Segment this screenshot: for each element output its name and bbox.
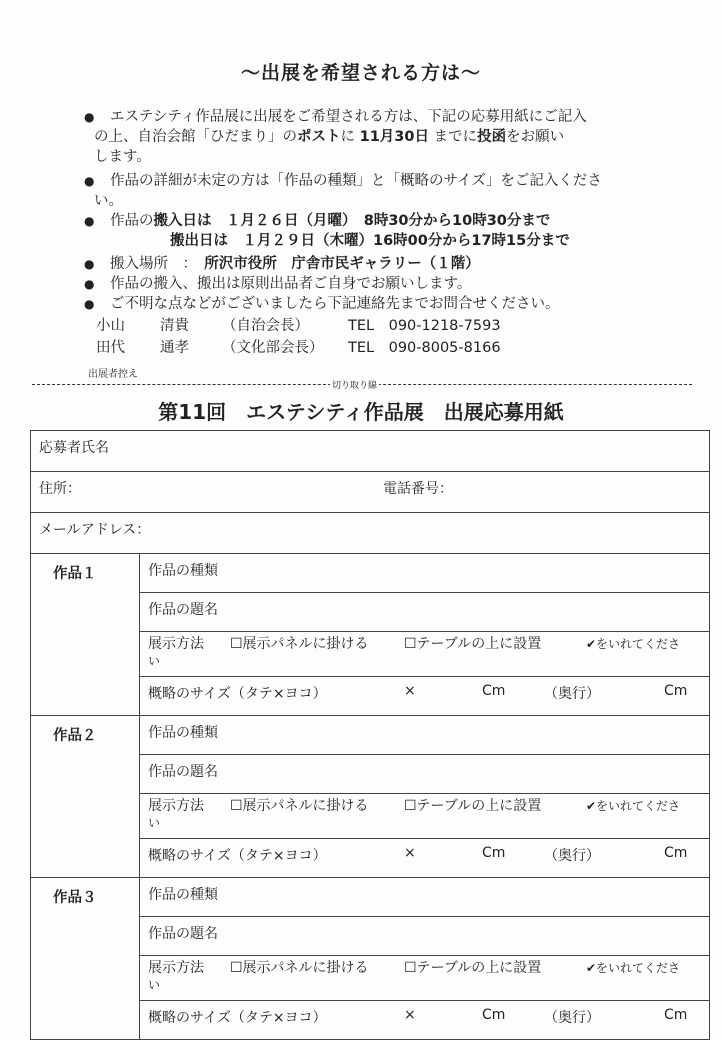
size-depth: （奥行）: [544, 1010, 600, 1026]
bullet-dot: ●: [84, 174, 95, 188]
check-note: ✔をいれてくださ: [586, 961, 681, 975]
cut-line-label: 切り取り線: [330, 378, 379, 391]
work-1-kind-field[interactable]: [140, 554, 710, 593]
kind-label: 作品の種類: [148, 887, 218, 903]
display-panel-checkbox[interactable]: ☐展示パネルに掛ける: [230, 636, 369, 652]
form-title: 第11回 エステシティ作品展 出展応募用紙: [158, 400, 564, 424]
b6-text: ご不明な点などがございましたら下記連絡先までお問合せください。: [110, 296, 560, 312]
display-table-checkbox[interactable]: ☐テーブルの上に設置: [404, 636, 542, 652]
address-label: 住所：: [39, 481, 81, 497]
check-note-end: い: [148, 816, 161, 830]
contact-role: （自治会長）: [222, 318, 309, 334]
b1-post: ポスト: [297, 129, 341, 145]
b3-carry-in: 搬入日は １月２６日（月曜） 8時30分から10時30分まで: [153, 213, 551, 229]
bullet-dot: ●: [84, 277, 95, 291]
contact-tel: TEL 090-8005-8166: [348, 340, 501, 356]
display-label: 展示方法: [148, 798, 204, 814]
work-title-label: 作品の題名: [148, 602, 218, 618]
size-unit: Cm: [482, 1007, 506, 1023]
exhibitor-copy-label: 出展者控え: [88, 369, 138, 380]
b1-text-b: の上、自治会館「ひだまり」の: [94, 129, 297, 145]
size-unit: Cm: [664, 845, 688, 861]
work-title-label: 作品の題名: [148, 926, 218, 942]
size-unit: Cm: [482, 683, 506, 699]
contact-tel: TEL 090-1218-7593: [348, 318, 501, 334]
bullet-6: [84, 294, 696, 314]
b1-text-c: に: [340, 129, 355, 145]
b1-text-a: エステシティ作品展に出展をご希望される方は、下記の応募用紙にご記入: [110, 109, 587, 125]
email-field[interactable]: [31, 513, 710, 554]
phone-label: 電話番号：: [383, 481, 453, 497]
b1-text-e: をお願い: [506, 129, 565, 145]
b2-text-cont: い。: [94, 193, 123, 209]
size-x: ×: [404, 1007, 416, 1023]
b3-carry-out: 搬出日は １月２９日（木曜）16時00分から17時15分まで: [170, 233, 570, 249]
display-table-checkbox[interactable]: ☐テーブルの上に設置: [404, 798, 542, 814]
contact-given: 清貴: [160, 318, 189, 334]
bullet-3: [84, 211, 696, 251]
work-3-kind-field[interactable]: [140, 878, 710, 917]
b5-text: 作品の搬入、搬出は原則出品者ご自身でお願いします。: [110, 276, 472, 292]
bullet-1: [84, 107, 696, 167]
contact-surname: 小山: [96, 318, 125, 334]
display-table-checkbox[interactable]: ☐テーブルの上に設置: [404, 960, 542, 976]
work-1-display-field[interactable]: [140, 632, 710, 677]
size-unit: Cm: [664, 683, 688, 699]
work-2-display-field[interactable]: [140, 794, 710, 839]
contact-given: 通孝: [160, 340, 189, 356]
b4-pre: 搬入場所 ：: [110, 256, 190, 272]
b4-place: 所沢市役所 庁舎市民ギャラリー（１階）: [204, 256, 480, 272]
applicant-name-field[interactable]: [31, 431, 710, 472]
size-x: ×: [404, 683, 416, 699]
contact-list: [96, 315, 501, 359]
work-3-label: 作品３: [31, 878, 140, 1040]
bullet-dot: ●: [84, 257, 95, 271]
page-title: ～出展を希望される方は～: [240, 62, 481, 84]
email-label: メールアドレス：: [39, 522, 151, 538]
check-note: ✔をいれてくださ: [586, 799, 681, 813]
work-2-title-field[interactable]: [140, 755, 710, 794]
contact-surname: 田代: [96, 340, 125, 356]
work-2-size-field[interactable]: [140, 839, 710, 878]
size-label: 概略のサイズ（タテ×ヨコ）: [148, 848, 327, 864]
check-note: ✔をいれてくださ: [586, 637, 681, 651]
size-label: 概略のサイズ（タテ×ヨコ）: [148, 686, 327, 702]
display-panel-checkbox[interactable]: ☐展示パネルに掛ける: [230, 798, 369, 814]
size-unit: Cm: [482, 845, 506, 861]
work-title-label: 作品の題名: [148, 764, 218, 780]
contact-row: [96, 337, 501, 359]
display-label: 展示方法: [148, 960, 204, 976]
size-x: ×: [404, 845, 416, 861]
b1-date: 11月30日: [359, 129, 429, 145]
work-1-size-field[interactable]: [140, 677, 710, 716]
work-3-title-field[interactable]: [140, 917, 710, 956]
work-2-label: 作品２: [31, 716, 140, 878]
check-note-end: い: [148, 978, 161, 992]
contact-role: （文化部会長）: [222, 340, 324, 356]
bullet-dot: ●: [84, 214, 95, 228]
bullet-dot: ●: [84, 297, 95, 311]
b1-text-d: までに: [433, 129, 478, 145]
size-depth: （奥行）: [544, 686, 600, 702]
work-1-title-field[interactable]: [140, 593, 710, 632]
size-unit: Cm: [664, 1007, 688, 1023]
bullet-2: [84, 171, 696, 211]
applicant-name-label: 応募者氏名: [39, 440, 109, 456]
work-2-kind-field[interactable]: [140, 716, 710, 755]
b2-text: 作品の詳細が未定の方は「作品の種類」と「概略のサイズ」をご記入くださ: [110, 173, 602, 189]
kind-label: 作品の種類: [148, 725, 218, 741]
work-3-size-field[interactable]: [140, 1001, 710, 1040]
size-label: 概略のサイズ（タテ×ヨコ）: [148, 1010, 327, 1026]
contact-row: [96, 315, 501, 337]
application-form: [30, 430, 710, 1040]
b1-toukan: 投函: [477, 129, 507, 145]
display-panel-checkbox[interactable]: ☐展示パネルに掛ける: [230, 960, 369, 976]
bullet-dot: ●: [84, 110, 95, 124]
size-depth: （奥行）: [544, 848, 600, 864]
b3-pre: 作品の: [110, 213, 154, 229]
bullet-4: [84, 254, 696, 274]
b1-text-f: します。: [94, 149, 151, 165]
work-3-display-field[interactable]: [140, 956, 710, 1001]
display-label: 展示方法: [148, 636, 204, 652]
kind-label: 作品の種類: [148, 563, 218, 579]
address-phone-field[interactable]: [31, 472, 710, 513]
work-1-label: 作品１: [31, 554, 140, 716]
check-note-end: い: [148, 654, 161, 668]
bullet-5: [84, 274, 696, 294]
